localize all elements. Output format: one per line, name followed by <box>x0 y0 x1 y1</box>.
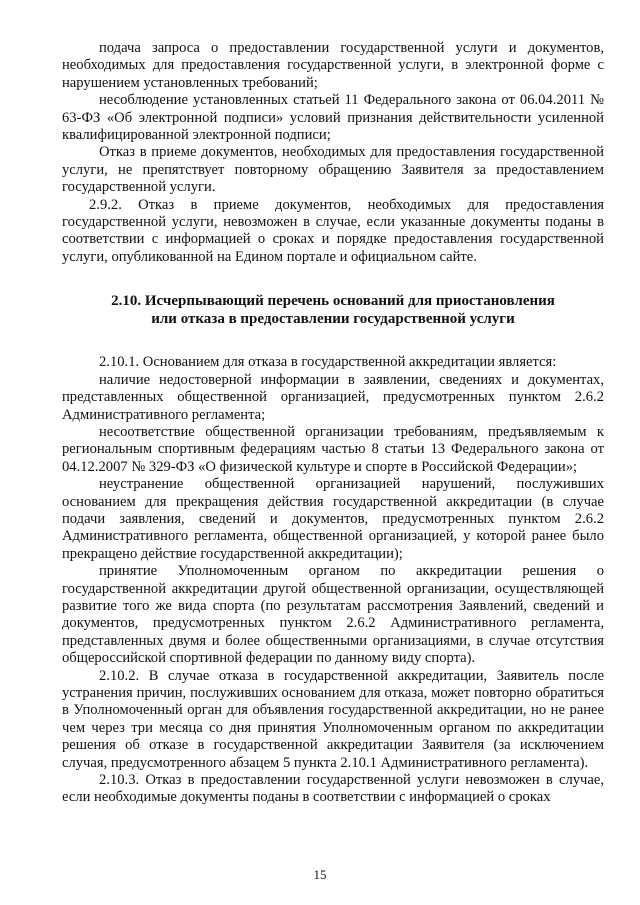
paragraph: подача запроса о предоставлении государственной услуги и документов, необходимых для предоставления государственной услуги, в электронной форме с нарушением установленных требований; <box>62 40 604 91</box>
paragraph-2-10-1: 2.10.1. Основанием для отказа в государственной аккредитации является: <box>99 354 557 371</box>
paragraph: несоответствие общественной организации требованиям, предъявляемым к региональным спортивным федерациям частью 8 статьи 13 Федерального закона от 04.12.2007 № 329-ФЗ «О физической культуре и спорте в Российской Федерации»; <box>62 423 604 475</box>
paragraph: наличие недостоверной информации в заявлении, сведениях и документах, представленных общественной организацией, предусмотренных пунктом 2.6.2 Административного регламента; <box>62 371 604 423</box>
paragraph: неустранение общественной организацией нарушений, послуживших основанием для прекращения действия государственной аккредитации (в случае подачи заявления, сведений и документов, предусмотренных пунктом 2.6.2 Административного регламента, общественной организацией, у которой ранее было прекращено действие государственной аккредитации); <box>62 476 604 562</box>
paragraph-2-9-2: 2.9.2. Отказ в приеме документов, необходимых для предоставления государственной услуги, невозможен в случае, если указанные документы поданы в соответствии с информацией о сроках и порядке предоставления государственной услуги, опубликованной на Едином портале и официальном сайте. <box>62 196 604 265</box>
paragraph: принятие Уполномоченным органом по аккредитации решения о государственной аккредитации другой общественной организации, осуществляющей развитие того же вида спорта (по результатам рассмотрения Заявлений, сведений и документов, предусмотренных пунктом 2.6.2 Административного регламента, представленных двумя и более общественными организациями, в случае отсутствия общероссийской спортивной федерации по данному виду спорта). <box>62 563 604 667</box>
section-heading <box>62 292 604 328</box>
paragraph-2-10-3: 2.10.3. Отказ в предоставлении государственной услуги невозможен в случае, если необходимые документы поданы в соответствии с информацией о сроках <box>62 772 604 806</box>
document-body <box>62 40 604 807</box>
section-heading-line-1: 2.10. Исчерпывающий перечень оснований для приостановления <box>111 293 555 310</box>
page-number: 15 <box>313 867 327 882</box>
section-heading-line-2: или отказа в предоставлении государственной услуги <box>151 311 515 328</box>
paragraph: несоблюдение установленных статьей 11 Федерального закона от 06.04.2011 № 63-ФЗ «Об электронной подписи» условий признания действительности усиленной квалифицированной электронной подписи; <box>62 92 604 144</box>
paragraph: Отказ в приеме документов, необходимых для предоставления государственной услуги, не препятствует повторному обращению Заявителя за предоставлением государственной услуги. <box>62 144 604 196</box>
paragraph-2-10-2: 2.10.2. В случае отказа в государственной аккредитации, Заявитель после устранения причин, послуживших основанием для отказа, может повторно обратиться в Уполномоченный орган для объявления государственной аккредитации, но не ранее чем через три месяца со дня принятия Уполномоченным органом по аккредитации решения об отказе в государственной аккредитации Заявителя (за исключением случая, предусмотренного абзацем 5 пункта 2.10.1 Административного регламента). <box>62 667 604 771</box>
